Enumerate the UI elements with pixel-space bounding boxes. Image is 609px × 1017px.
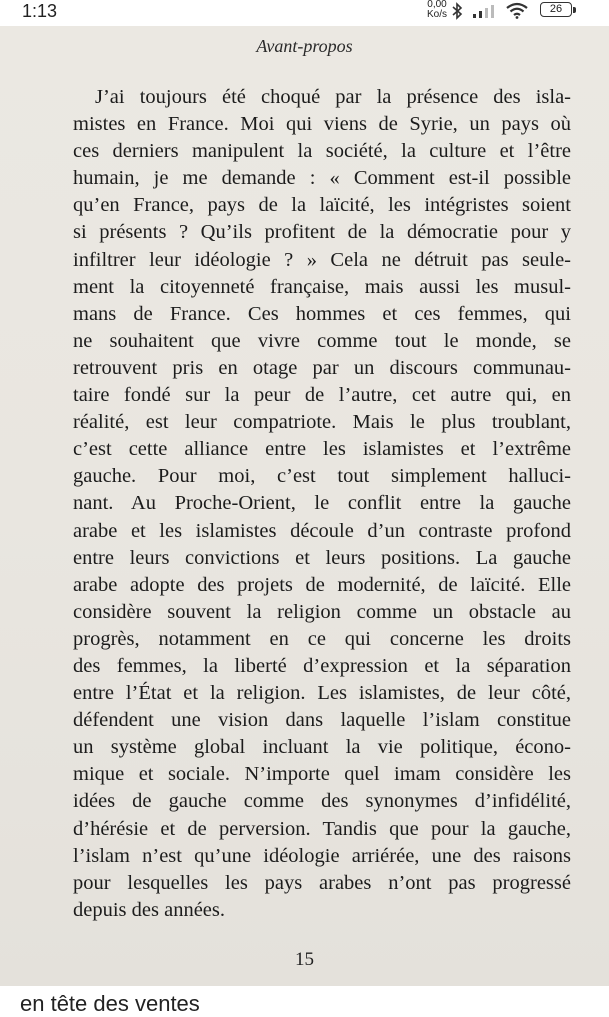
text-line: ces derniers manipulent la société, la culture et l’être	[73, 140, 571, 163]
page-number: 15	[295, 949, 314, 970]
wifi-icon	[505, 2, 529, 19]
text-line: ment la citoyenneté française, mais aussi les musul-	[73, 275, 571, 298]
text-line: l’islam n’est qu’une idéologie arriérée, une des raisons	[73, 844, 571, 867]
text-line: ne souhaitent que vivre comme tout le monde, se	[73, 329, 571, 352]
text-line: qu’en France, pays de la laïcité, les intégristes soient	[73, 194, 571, 217]
text-line: défendent une vision dans laquelle l’islam constitue	[73, 709, 571, 732]
text-line: si présents ? Qu’ils profitent de la démocratie pour y	[73, 221, 571, 244]
text-line: nant. Au Proche-Orient, le conflit entre la gauche	[73, 492, 571, 515]
clock: 1:13	[22, 1, 58, 21]
text-line: taire fondé sur la peur de l’autre, cet autre qui, en	[73, 384, 571, 407]
text-line: réalité, est leur compatriote. Mais le plus troublant,	[73, 411, 571, 434]
text-line: d’hérésie et de perversion. Tandis que pour la gauche,	[73, 817, 571, 840]
text-line: depuis des années.	[73, 898, 225, 921]
network-speed-unit: Ko/s	[426, 9, 447, 20]
next-content-strip	[0, 986, 609, 1016]
text-line: arabe adopte des projets de modernité, de laïcité. Elle	[73, 573, 571, 596]
network-speed-value: 0,00	[427, 0, 447, 10]
text-line: mistes en France. Moi qui viens de Syrie, un pays où	[73, 113, 571, 136]
battery-icon	[540, 2, 572, 17]
text-line: infiltrer leur idéologie ? » Cela ne détruit pas seule-	[73, 248, 571, 271]
book-page	[0, 26, 609, 986]
running-head: Avant-propos	[256, 36, 353, 56]
text-line: progrès, notamment en ce qui concerne les droits	[73, 627, 571, 650]
text-line: mique et sociale. N’importe quel imam considère les	[73, 763, 571, 786]
next-content-peek: en tête des ventes	[20, 991, 200, 1016]
text-line: entre l’État et la religion. Les islamistes, de leur côté,	[73, 682, 571, 705]
text-line: mans de France. Ces hommes et ces femmes, qui	[73, 302, 571, 325]
text-line: humain, je me demande : « Comment est-il possible	[73, 167, 571, 190]
network-speed	[424, 0, 450, 20]
text-line: arabe et les islamistes découle d’un contraste profond	[73, 519, 571, 542]
text-line: pour lesquelles les pays arabes n’ont pas progressé	[73, 871, 571, 894]
body-text	[73, 84, 571, 924]
cellular-signal-icon	[472, 4, 498, 18]
text-line: un système global incluant la vie politique, écono-	[73, 736, 571, 759]
text-line: J’ai toujours été choqué par la présence des isla-	[95, 86, 571, 108]
text-line: c’est cette alliance entre les islamistes et l’extrême	[73, 438, 571, 461]
text-line: des femmes, la liberté d’expression et la séparation	[73, 654, 571, 677]
battery-tip	[573, 7, 576, 13]
text-line: gauche. Pour moi, c’est tout simplement halluci-	[73, 465, 571, 488]
battery-level: 26	[549, 3, 563, 15]
status-bar	[0, 0, 609, 26]
text-line: considère souvent la religion comme un obstacle au	[73, 600, 571, 623]
text-line: retrouvent pris en otage par un discours communau-	[73, 356, 571, 379]
text-line: idées de gauche comme des synonymes d’infidélité,	[73, 790, 571, 813]
bluetooth-icon	[451, 3, 463, 19]
text-line: entre leurs convictions et leurs positions. La gauche	[73, 546, 571, 569]
